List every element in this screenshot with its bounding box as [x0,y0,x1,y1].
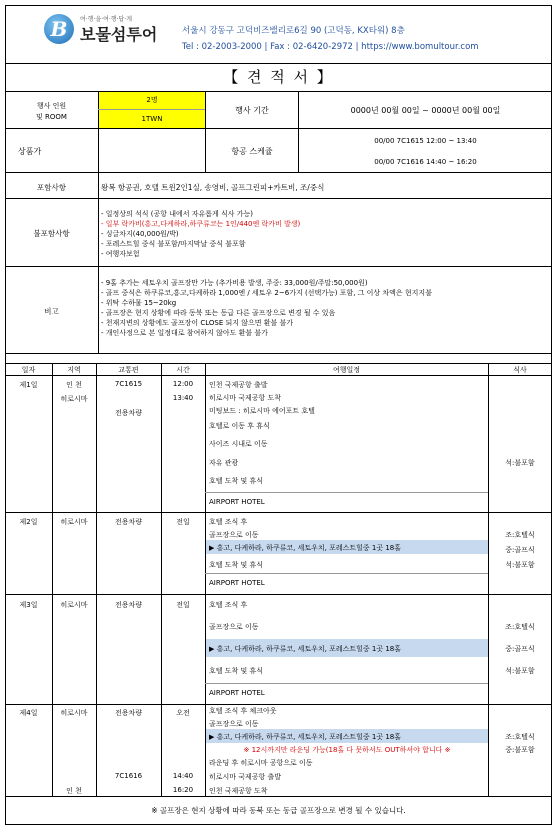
brand-name: 보물섬투어 [80,25,158,44]
day-1-label: 제1일 [19,381,38,389]
room-type: 1TWN [99,110,205,128]
day-3-item: 호텔 조식 후 [209,601,248,609]
remark-item: - 골프 중식은 하쿠류코,흥고,다케하라 1,000엔 / 세토우 2~6가지 (선택가능) 포함, 그 이상 차액은 현지지불 [101,289,432,297]
day-4-time: 오전 [176,709,190,717]
day-3-meal: 석:불포함 [505,667,535,675]
remark-item: - 골프장은 현지 상황에 따라 동북 또는 동급 다른 골프장으로 변경 될 수 있음 [101,309,336,317]
excluded-item: - 일부 락카비(흥고,다케하라,하쿠류코는 1인/440엔 락카비 발생) [101,220,301,228]
header-date: 일자 [21,366,36,374]
day-1-hotel: AIRPORT HOTEL [209,498,265,506]
day-1-item: 인천 국제공항 출발 [209,381,268,389]
company-address: 서울시 강동구 고덕비즈밸리로6길 90 (고덕동, KX타워) 8층 [182,26,405,36]
day-1-item: 호텔 도착 및 휴식 [209,477,264,485]
day-4-label: 제4일 [19,709,38,717]
period-value: 0000년 00월 00일 ~ 0000년 00월 00일 [350,106,501,115]
day-1-time: 13:40 [172,394,194,402]
day-4-item: 히로시마 국제공항 출발 [209,773,282,781]
day-2-region: 히로시마 [60,518,88,526]
excluded-item: - 여행자보험 [101,250,140,258]
tagline: 여·행·을·여·행·답·게 [80,16,133,23]
excluded-item: - 싱글차지(40,000원/박) [101,230,179,238]
header-time: 시간 [176,366,190,374]
day-2-time: 전일 [176,518,190,526]
day-1-time: 12:00 [172,380,194,388]
included-label: 포함사항 [37,183,66,192]
day-1-item: 미팅보드 : 히로시마 에어포트 호텔 [209,407,315,415]
remarks-list [101,278,432,338]
day-3-golf: ▶ 흥고, 다케하라, 하쿠류코, 세토우치, 포레스트힐중 1곳 18홀 [209,645,401,653]
company-contact: Tel : 02-2003-2000 | Fax : 02-6420-2972 | https://www.bomultour.com [182,42,479,52]
day-3-meal: 중:골프식 [505,645,535,653]
day-2-item: 호텔 조식 후 [209,518,248,526]
day-2-label: 제2일 [19,518,38,526]
day-3-time: 전일 [176,601,190,609]
day-3-item: 호텔 도착 및 휴식 [209,667,264,675]
header-region: 지역 [67,366,81,374]
day-3-transport: 전용차량 [114,601,143,609]
header-itinerary: 여행일정 [332,366,361,374]
remark-item: - 9홀 추가는 세토우치 골프장만 가능 (추가비용 발생, 주중: 33,000원/주말:50,000원) [101,279,368,287]
excluded-list [101,209,300,259]
day-2-item: 골프장으로 이동 [209,531,259,539]
day-2-meal: 중:골프식 [505,546,535,554]
day-4-time: 14:40 [172,772,194,780]
product-price-label: 상품가 [18,147,42,156]
day-4-region: 인 천 [66,787,82,795]
day-3-item: 골프장으로 이동 [209,623,259,631]
day-2-hotel: AIRPORT HOTEL [209,579,265,587]
day-4-meal: 중:불포함 [505,746,535,754]
day-1-transport: 전용차량 [114,409,143,417]
day-2-transport: 전용차량 [114,518,143,526]
day-1-region: 인 천 [66,381,82,389]
document-title: 【 견 적 서 】 [223,68,334,86]
day-2-meal: 조:호텔식 [505,531,535,539]
day-1-item: 자유 관광 [209,459,239,467]
day-4-item: 호텔 조식 후 체크아웃 [209,707,277,715]
day-1-item: 호텔로 이동 후 휴식 [209,422,270,430]
day-3-hotel: AIRPORT HOTEL [209,689,265,697]
day-4-item: 라운딩 후 히로시마 공항으로 이동 [209,759,313,767]
excluded-label: 불포함사항 [33,229,70,238]
day-4-region: 히로시마 [60,709,88,717]
day-4-transport: 전용차량 [114,709,143,717]
remark-item: - 천재지변의 상황에도 골프장이 CLOSE 되지 않으면 환불 불가 [101,319,294,327]
header-meals: 식사 [513,366,527,374]
remarks-label: 비고 [44,307,59,316]
day-4-notice: ※ 12시까지만 라운딩 가능(18홀 다 못하셔도 OUT하셔야 합니다 ※ [243,746,451,754]
day-1-item: 히로시마 국제공항 도착 [209,394,282,402]
logo-letter-icon: B [50,17,68,41]
people-count: 2명 [99,92,205,109]
excluded-item: - 포레스트힐 중식 불포함/마지막날 중식 불포함 [101,240,246,248]
flight-label: 항공 스케쥴 [231,147,273,156]
remark-item: - 개인사정으로 본 일정대로 참여하지 않아도 환불 불가 [101,329,268,337]
day-1-meal: 석:불포함 [505,459,535,467]
people-label: 행사 인원 및 ROOM [36,102,67,121]
excluded-item: - 일정상의 석식 (공항 내에서 자유롭게 식사 가능) [101,210,254,218]
flight-outbound: 00/00 7C1615 12:00 ~ 13:40 [374,137,477,145]
day-1-transport: 7C1615 [114,380,143,388]
day-4-transport: 7C1616 [114,772,143,780]
day-1-region: 히로시마 [60,395,88,403]
day-3-meal: 조:호텔식 [505,623,535,631]
day-4-time: 16:20 [172,786,194,794]
day-2-meal: 석:불포함 [505,561,535,569]
day-2-golf: ▶ 흥고, 다케하라, 하쿠류코, 세토우치, 포레스트힐중 1곳 18홀 [209,544,401,552]
flight-return: 00/00 7C1616 14:40 ~ 16:20 [374,158,477,166]
included-value: 왕복 항공권, 호텔 트윈2인1실, 송영비, 골프그린피+카트비, 조/중식 [101,183,325,192]
day-3-label: 제3일 [19,601,38,609]
day-4-item: 골프장으로 이동 [209,720,259,728]
remark-item: - 위탁 수하물 15~20kg [101,299,177,307]
day-4-item: 인천 국제공항 도착 [209,787,268,795]
footer-note: ※ 골프장은 현지 상황에 따라 동북 또는 동급 골프장으로 변경 될 수 있습니다. [151,806,406,815]
day-1-item: 사이즈 시내로 이동 [209,440,268,448]
day-4-meal: 조:호텔식 [505,733,535,741]
day-4-golf: ▶ 흥고, 다케하라, 하쿠류코, 세토우치, 포레스트힐중 1곳 18홀 [209,733,401,741]
period-label: 행사 기간 [235,106,269,115]
day-2-item: 호텔 도착 및 휴식 [209,561,264,569]
day-3-region: 히로시마 [60,601,88,609]
header-transport: 교통편 [118,366,139,374]
